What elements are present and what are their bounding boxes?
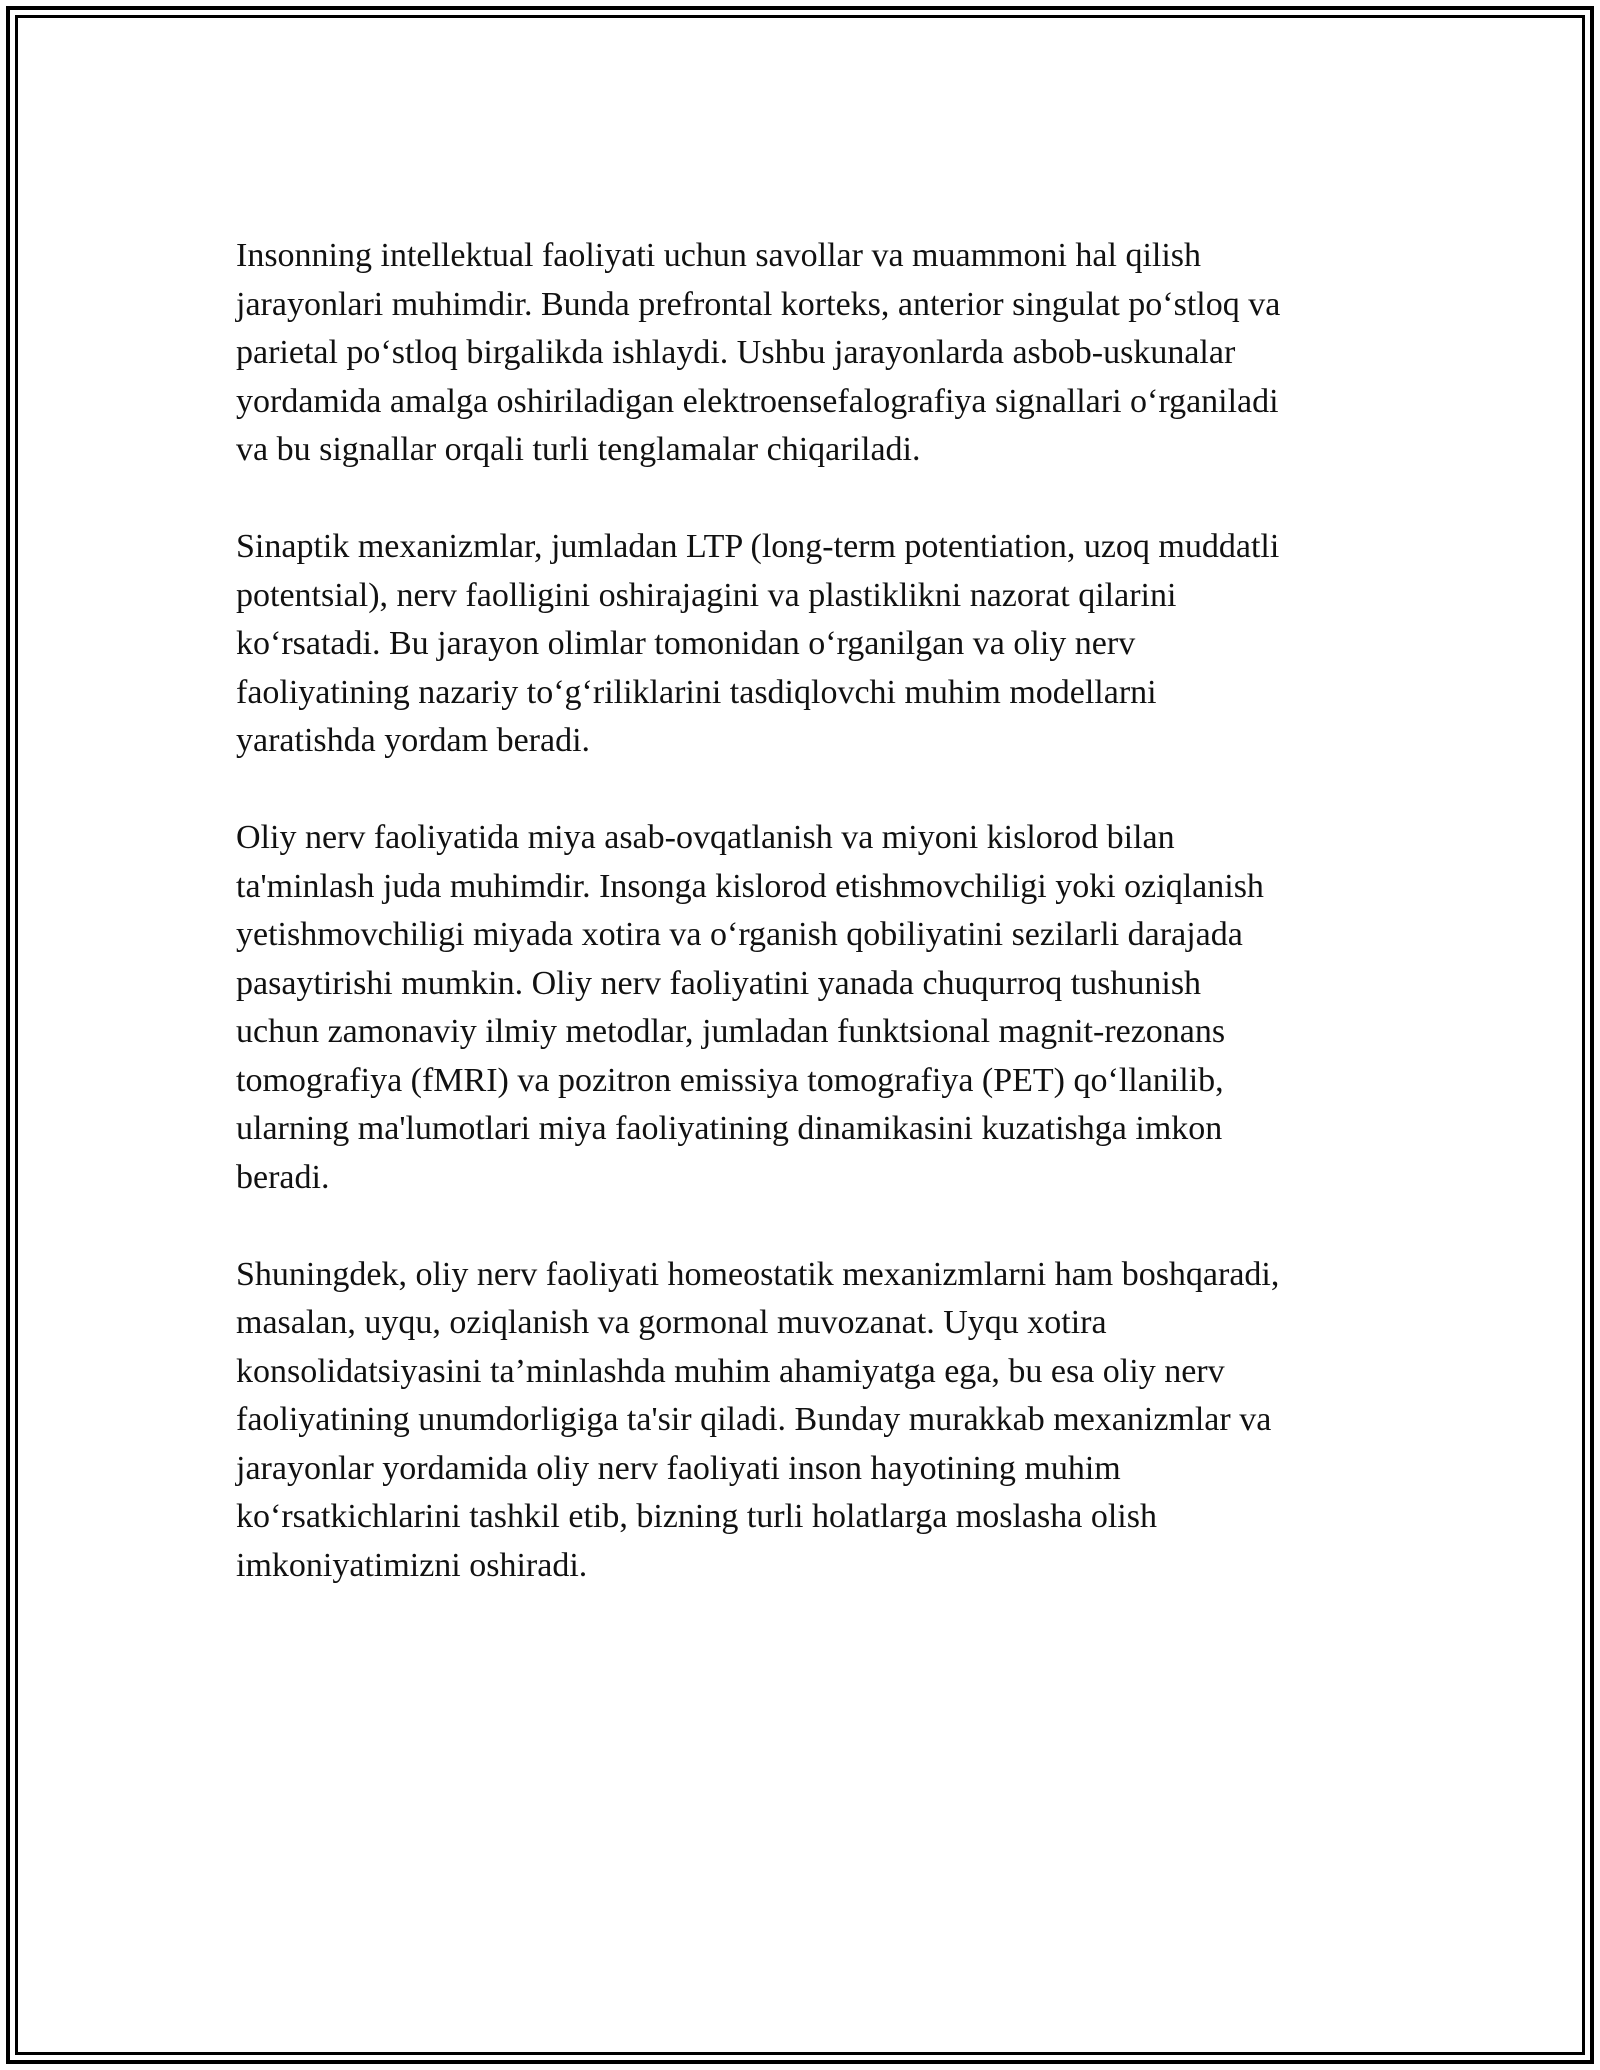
paragraph-line: Oliy nerv faoliyatida miya asab-ovqatlanish va miyoni kislorod bilan — [236, 819, 1175, 856]
paragraph-line: ko‘rsatkichlarini tashkil etib, bizning turli holatlarga moslasha olish — [236, 1498, 1157, 1535]
paragraph-line: faoliyatining unumdorligiga ta'sir qiladi. Bunday murakkab mexanizmlar va — [236, 1401, 1272, 1438]
paragraph-line: konsolidatsiyasini ta’minlashda muhim ahamiyatga ega, bu esa oliy nerv — [236, 1352, 1225, 1390]
paragraph-line: beradi. — [236, 1158, 330, 1196]
paragraph-line: tomografiya (fMRI) va pozitron emissiya tomografiya (PET) qo‘llanilib, — [236, 1061, 1224, 1099]
paragraph-line: ta'minlash juda muhimdir. Insonga kislorod etishmovchiligi yoki oziqlanish — [236, 867, 1264, 905]
paragraph-line: uchun zamonaviy ilmiy metodlar, jumladan funktsional magnit-rezonans — [236, 1013, 1226, 1050]
paragraph-line: parietal po‘stloq birgalikda ishlaydi. Ushbu jarayonlarda asbob-uskunalar — [236, 334, 1236, 371]
paragraph-line: yordamida amalga oshiriladigan elektroensefalografiya signallari o‘rganiladi — [236, 382, 1279, 420]
paragraph-line: Shuningdek, oliy nerv faoliyati homeostatik mexanizmlarni ham boshqaradi, — [236, 1255, 1280, 1293]
paragraph-line: jarayonlari muhimdir. Bunda prefrontal korteks, anterior singulat po‘stloq va — [236, 285, 1281, 323]
paragraph-line: faoliyatining nazariy to‘g‘riliklarini tasdiqlovchi muhim modellarni — [236, 673, 1157, 711]
paragraph-line: va bu signallar orqali turli tenglamalar chiqariladi. — [236, 431, 921, 468]
paragraph-line: Insonning intellektual faoliyati uchun savollar va muammoni hal qilish — [236, 237, 1202, 274]
paragraph-line: imkoniyatimizni oshiradi. — [236, 1546, 588, 1584]
paragraph-1 — [236, 232, 1396, 475]
paragraph-line: yetishmovchiligi miyada xotira va o‘rganish qobiliyatini sezilarli darajada — [236, 916, 1243, 953]
paragraph-line: potentsial), nerv faolligini oshirajagini va plastiklikni nazorat qilarini — [236, 576, 1177, 614]
paragraph-line: Sinaptik mexanizmlar, jumladan LTP (long-term potentiation, uzoq muddatli — [236, 528, 1280, 565]
document-body — [236, 232, 1396, 1639]
paragraph-3 — [236, 814, 1396, 1202]
paragraph-line: pasaytirishi mumkin. Oliy nerv faoliyatini yanada chuqurroq tushunish — [236, 964, 1202, 1002]
paragraph-line: masalan, uyqu, oziqlanish va gormonal muvozanat. Uyqu xotira — [236, 1304, 1107, 1341]
paragraph-line: ularning ma'lumotlari miya faoliyatining dinamikasini kuzatishga imkon — [236, 1110, 1223, 1147]
paragraph-line: ko‘rsatadi. Bu jarayon olimlar tomonidan o‘rganilgan va oliy nerv — [236, 625, 1136, 662]
paragraph-line: yaratishda yordam beradi. — [236, 722, 591, 759]
paragraph-4 — [236, 1251, 1396, 1591]
paragraph-line: jarayonlar yordamida oliy nerv faoliyati inson hayotining muhim — [236, 1449, 1121, 1487]
paragraph-2 — [236, 523, 1396, 766]
